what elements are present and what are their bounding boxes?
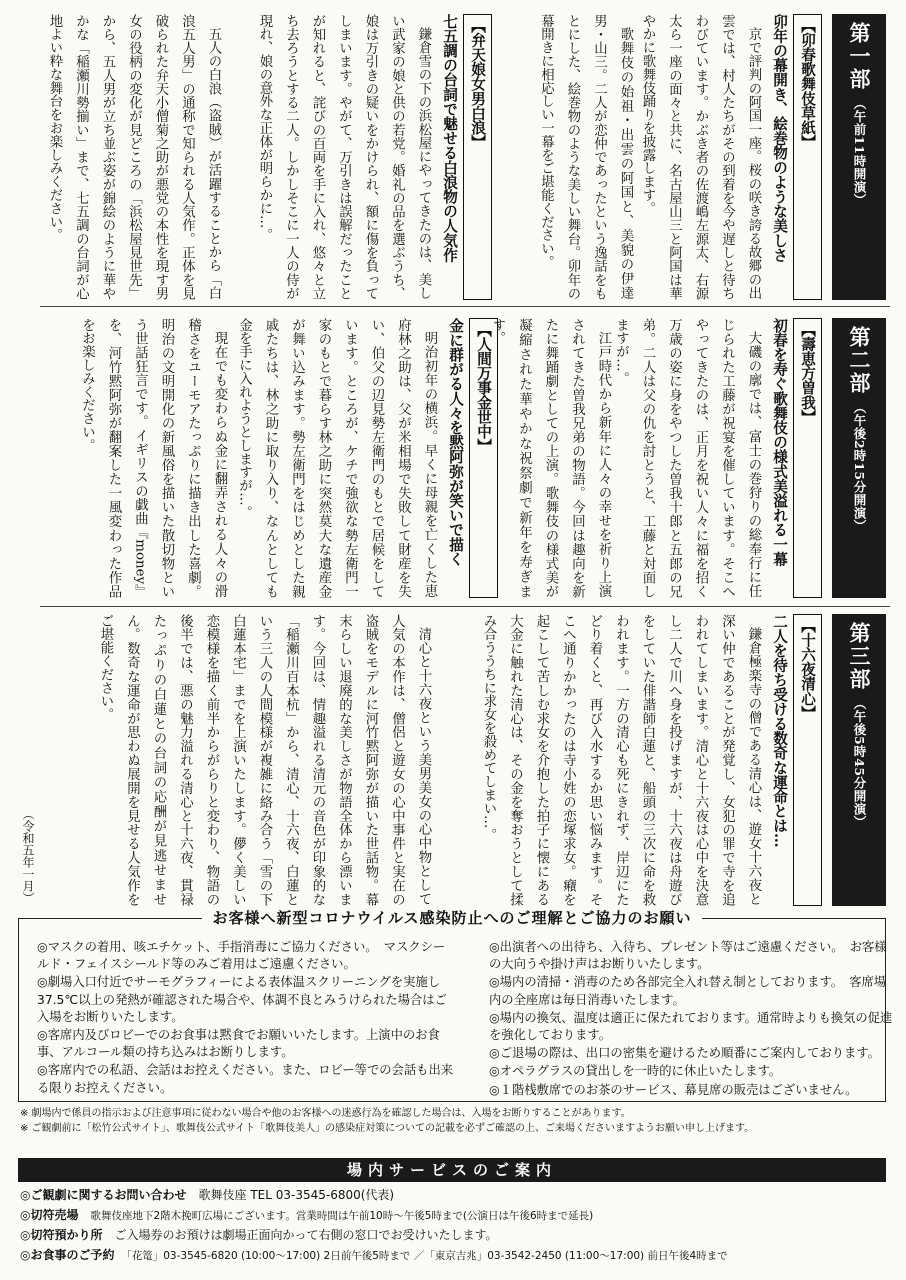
part2-s1-title: 【壽恵方曽我】 (793, 318, 822, 598)
service-item-inquiry (20, 1186, 886, 1206)
part1-s2-headline: 七五調の台詞で魅せる白浪物の人気作 (441, 14, 458, 263)
part2-s2-body2: 現在でも変わらぬ金に翻弄される人々の滑稽さをユーモアたっぷりに描き出した喜劇。明治の文明開化の新風俗を描いた散切物という世話狂言です。イギリスの戯曲『money』を、河竹黙阿弥が翻案した一風変わった作品をお楽しみください。 (79, 318, 227, 598)
part1-s1-headline: 卯年の幕開き、絵巻物のような美しさ (771, 14, 788, 263)
notice-item: ◎オペラグラスの貸出しを一時的に休止いたします。 (489, 1064, 782, 1079)
part2-s1-body: 大磯の廓では、富士の巻狩りの総奉行に任じられた工藤が祝宴を催しています。そこへやってきたのは、正月を祝い人々に福を招く万歳の姿に身をやつした曽我十郎と五郎の兄弟。二人は父の仇を討とうと、工藤と対面しますが…。 (613, 318, 761, 598)
part3-tab (832, 614, 886, 906)
part1-s2-body2: 五人の白浪（盗賊）が活躍することから「白浪五人男」の通称で知られる人気作。正体を見破られた弁天小僧菊之助が悪党の本性を現す男女の役柄の変化が見どころの「浜松屋見世先」から、五人男が立ち並ぶ姿が錦絵のように華やかな「稲瀬川勢揃い」まで、七五調の台詞が心地よい粋な舞台をお楽しみください。 (47, 14, 221, 300)
part3-row (40, 614, 886, 906)
notice-item: ◎マスクの着用、咳エチケット、手指消毒にご協力ください。 マスクシールド・フェイスシールド等のみご着用はご遠慮ください。 (37, 940, 446, 972)
notice-right-list (489, 939, 894, 1100)
part2-s1-body2: 江戸時代から新年に人々の幸せを祈り上演されてきた曽我兄弟の物語。今回は趣向を新たに舞踊劇としての上演。歌舞伎の様式美が凝縮された華やかな祝祭劇で新年を寿ぎます。 (490, 318, 611, 598)
service-text: 歌舞伎座地下2階木挽町広場にございます。営業時間は午前10時〜午後5時まで(公演日は午後6時まで延長) (90, 1209, 594, 1222)
part2-s2-headline: 金に群がる人々を黙阿弥が笑いで描く (447, 318, 464, 567)
covid-notice-box (18, 909, 893, 1102)
service-label: ◎ご観劇に関するお問い合わせ (20, 1188, 187, 1202)
notice-item: ◎劇場入口付近でサーモグラフィーによる表体温スクリーニングを実施し37.5℃以上の発熱が確認された場合や、体調不良とみうけられた場合はご入場をお断りいたします。 (37, 975, 447, 1024)
part2-tab-title: 第二部 (847, 326, 872, 395)
part2-tab (832, 318, 886, 598)
notice-item: ◎ご退場の際は、出口の密集を避けるため順番にご案内しております。 (489, 1046, 880, 1061)
service-label: ◎切符預かり所 (20, 1228, 103, 1242)
part1-s1-body: 京で評判の阿国一座。桜の咲き誇る故郷の出雲では、村人たちがその到着を今や遅しと待ちわびています。かぶき者の佐渡嶋左源太、右源太ら一座の面々と共に、名古屋山三と阿国は華やかに歌舞伎踊りを披露します。 (640, 14, 761, 300)
part3-s1-headline: 二人を待ち受ける数奇な運命とは… (771, 614, 788, 848)
part3-s1-body: 鎌倉極楽寺の僧である清心は、遊女十六夜と深い仲であることが発覚し、女犯の罪で寺を追われてしまいます。清心と十六夜は心中を決意し二人で川へ身を投げますが、十六夜は舟遊びをしていた俳諧師白蓮と、船頭の三次に命を救われます。一方の清心も死にきれず、岸辺にたどり着くと、再び入水するか思い悩みます。そこへ通りかかったのは寺小姓の恋塚求女。癪を起こして苦しむ求女を介抱した拍子に懐にある大金に触れた清心は、その金を奪おうとして揉み合ううちに求女を殺めてしまい…。 (481, 614, 761, 906)
footnote: ※ ご観劇前に「松竹公式サイト」、歌舞伎公式サイト「歌舞伎美人」の感染症対策についての記載を必ずご確認の上、ご来場くださいますようお願い申し上げます。 (20, 1123, 755, 1134)
part3-s1-title: 【十六夜清心】 (793, 614, 822, 906)
part1-s2-title: 【弁天娘女男白浪】 (463, 14, 492, 300)
notice-left-list (37, 939, 457, 1098)
services-list (20, 1186, 886, 1266)
part1-s2-body: 鎌倉雪の下の浜松屋にやってきたのは、美しい武家の娘と供の若党。婚礼の品を選ぶうち、娘は万引きの疑いをかけられ、額に傷を負ってしまいます。やがて、万引きは誤解だったことが知れると、詫びの百両を手に入れ、悠々と立ち去ろうとする二人。しかしそこに一人の侍が現れ、娘の意外な正体が明らかに…。 (257, 14, 431, 300)
part1-s1-title: 【卯春歌舞伎草紙】 (793, 14, 822, 300)
part1-tab-title: 第一部 (847, 22, 872, 91)
divider-2 (40, 606, 890, 607)
part3-s1-body2: 清心と十六夜という美男美女の心中物として人気の本作は、僧侶と遊女の心中事件と実在の盗賊をモデルに河竹黙阿弥が描いた世話物。幕末らしい退廃的な美しさが物語全体から漂います。今回は、情趣溢れる清元の音色が印象的な「稲瀬川百本杭」から、清心、十六夜、白蓮という三人の人間模様が複雑に絡み合う「雪の下白蓮本宅」までを上演いたします。儚く美しい恋模様を描く前半からがらりと変わり、物語の後半では、悪の魅力溢れる清心と十六夜、貫禄たっぷりの白蓮との台詞の応酬が見逃せません。数奇な運命が思わぬ展開を見せる人気作をご堪能ください。 (98, 614, 431, 906)
part1-row (40, 14, 886, 300)
notice-item: ◎客席内及びロビーでのお食事は黙食でお願いいたします。上演中のお食事、アルコール類の持ち込みはお断りします。 (37, 1028, 440, 1060)
part2-row (40, 318, 886, 598)
notice-item: ◎出演者への出待ち、入待ち、プレゼント等はご遠慮ください。 お客様の大向うや掛け声はお断りいたします。 (489, 940, 887, 972)
service-item-meal-reservation (20, 1246, 886, 1267)
notice-item: ◎場内の清掃・消毒のため各部完全入れ替え制としております。 客席場内の全座席は毎日消毒いたします。 (489, 975, 887, 1007)
part3-tab-title: 第三部 (847, 622, 872, 691)
service-item-ticket-holding (20, 1226, 886, 1246)
part1-s1-body2: 歌舞伎の始祖・出雲の阿国と、美貌の伊達男・山三。二人が恋仲であったという逸話をもとにした、絵巻物のような美しい舞台。卯年の幕開きに相応しい一幕をご堪能ください。 (538, 14, 633, 300)
service-label: ◎お食事のご予約 (20, 1247, 115, 1262)
part1-tab (832, 14, 886, 300)
service-item-ticket-office (20, 1206, 886, 1227)
notice-item: ◎１階桟敷席でのお茶のサービス、幕見席の販売はございません。 (489, 1082, 858, 1097)
date-note: （令和五年一月） (21, 808, 35, 904)
divider-1 (40, 306, 890, 307)
part2-s2-body: 明治初年の横浜。早くに母親を亡くした恵府林之助は、父が米相場で失敗して財産を失い、伯父の辺見勢左衛門のもとで居候をしています。ところが、ケチで強欲な勢左衛門一家のもとで暮らす林之助に突然莫大な遺産金が舞い込みます。勢左衛門をはじめとした親戚たちは、林之助に取り入り、なんとしても金を手に入れようとしますが…。 (236, 318, 437, 598)
notice-item: ◎客席内での私語、会話はお控えください。また、ロビー等での会話も出来る限りお控えください。 (37, 1063, 454, 1095)
service-text: ご入場券のお預けは劇場正面向かって右側の窓口でお受けいたします。 (114, 1228, 498, 1242)
part2-s2-title: 【人間万事金世中】 (469, 318, 498, 598)
part2-tab-time: （午後2時15分開演） (852, 401, 867, 533)
footnote: ※ 劇場内で係員の指示および注意事項に従わない場合や他のお客様への迷惑行為を確認した場合は、入場をお断りすることがあります。 (20, 1108, 631, 1119)
part3-tab-time: （午後5時45分開演） (852, 697, 867, 829)
part1-tab-time: （午前11時開演） (852, 97, 867, 207)
service-label: ◎切符売場 (20, 1207, 79, 1222)
service-text: 歌舞伎座 TEL 03-3545-6800(代表) (198, 1188, 395, 1202)
services-title: 場内サービスのご案内 (18, 1158, 886, 1182)
notice-title: お客様へ新型コロナウイルス感染防止へのご理解とご協力のお願い (202, 909, 701, 927)
notice-item: ◎場内の換気、温度は適正に保たれております。通常時よりも換気の促進を強化しております。 (489, 1010, 893, 1043)
part2-s1-headline: 初春を寿ぐ歌舞伎の様式美溢れる一幕 (771, 318, 788, 567)
footnotes (20, 1106, 886, 1136)
service-text: 「花篭」03-3545-6820 (10:00〜17:00) 2日前午後5時まで ／「東京吉兆」03-3542-2450 (11:00〜17:00) 前日午後4時まで (126, 1249, 728, 1262)
